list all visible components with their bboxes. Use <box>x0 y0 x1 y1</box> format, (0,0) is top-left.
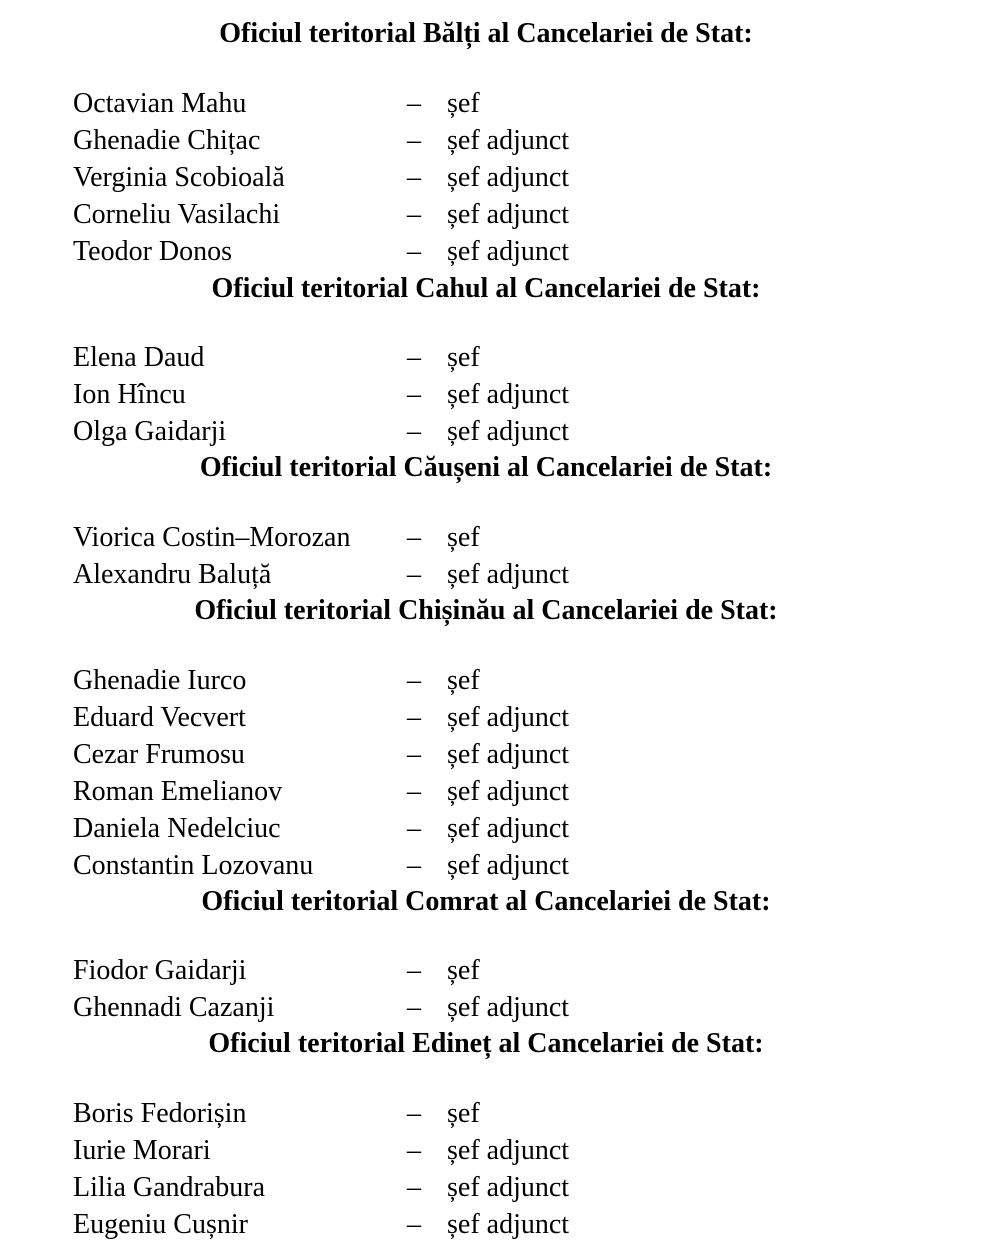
person-role: șef adjunct <box>447 236 570 267</box>
separator-dash: – <box>407 813 421 844</box>
list-item <box>0 775 1002 809</box>
person-name: Alexandru Baluță <box>73 559 272 590</box>
person-role: șef adjunct <box>447 125 570 156</box>
separator-dash: – <box>407 702 421 733</box>
list-item <box>0 991 1002 1025</box>
list-item <box>0 664 1002 698</box>
office-heading: Oficiul teritorial Chișinău al Cancelariei de Stat: <box>194 595 778 626</box>
person-role: șef adjunct <box>447 702 570 733</box>
person-name: Corneliu Vasilachi <box>73 199 281 230</box>
separator-dash: – <box>407 1098 421 1129</box>
person-name: Ghenadie Iurco <box>73 665 247 696</box>
separator-dash: – <box>407 1209 421 1240</box>
separator-dash: – <box>407 236 421 267</box>
person-name: Verginia Scobioală <box>73 162 285 193</box>
person-name: Ghenadie Chițac <box>73 125 261 156</box>
person-name: Eduard Vecvert <box>73 702 246 733</box>
person-name: Cezar Frumosu <box>73 739 245 770</box>
office-heading: Oficiul teritorial Bălți al Cancelariei de Stat: <box>219 18 753 49</box>
person-role: șef adjunct <box>447 162 570 193</box>
separator-dash: – <box>407 162 421 193</box>
person-name: Elena Daud <box>73 342 205 373</box>
office-heading: Oficiul teritorial Comrat al Cancelariei de Stat: <box>201 886 771 917</box>
separator-dash: – <box>407 342 421 373</box>
person-role: șef <box>447 522 480 553</box>
separator-dash: – <box>407 379 421 410</box>
list-item <box>0 812 1002 846</box>
separator-dash: – <box>407 416 421 447</box>
person-role: șef adjunct <box>447 416 570 447</box>
list-item <box>0 341 1002 375</box>
person-name: Eugeniu Cușnir <box>73 1209 248 1240</box>
separator-dash: – <box>407 559 421 590</box>
separator-dash: – <box>407 665 421 696</box>
person-role: șef adjunct <box>447 1135 570 1166</box>
separator-dash: – <box>407 739 421 770</box>
person-name: Roman Emelianov <box>73 776 283 807</box>
list-item <box>0 849 1002 883</box>
person-role: șef adjunct <box>447 199 570 230</box>
separator-dash: – <box>407 776 421 807</box>
person-role: șef adjunct <box>447 739 570 770</box>
person-role: șef <box>447 342 480 373</box>
person-role: șef adjunct <box>447 1209 570 1240</box>
list-item <box>0 558 1002 592</box>
person-role: șef adjunct <box>447 850 570 881</box>
list-item <box>0 701 1002 735</box>
person-role: șef adjunct <box>447 813 570 844</box>
list-item <box>0 954 1002 988</box>
list-item <box>0 161 1002 195</box>
person-role: șef adjunct <box>447 992 570 1023</box>
separator-dash: – <box>407 125 421 156</box>
person-name: Olga Gaidarji <box>73 416 227 447</box>
list-item <box>0 87 1002 121</box>
person-name: Boris Fedorișin <box>73 1098 247 1129</box>
separator-dash: – <box>407 850 421 881</box>
person-name: Ghennadi Cazanji <box>73 992 275 1023</box>
list-item <box>0 521 1002 555</box>
list-item <box>0 198 1002 232</box>
person-role: șef adjunct <box>447 1172 570 1203</box>
person-role: șef adjunct <box>447 559 570 590</box>
separator-dash: – <box>407 992 421 1023</box>
list-item <box>0 415 1002 449</box>
person-role: șef adjunct <box>447 776 570 807</box>
separator-dash: – <box>407 88 421 119</box>
separator-dash: – <box>407 522 421 553</box>
separator-dash: – <box>407 1172 421 1203</box>
person-name: Lilia Gandrabura <box>73 1172 266 1203</box>
office-heading: Oficiul teritorial Căușeni al Cancelariei de Stat: <box>199 452 773 483</box>
separator-dash: – <box>407 955 421 986</box>
person-role: șef <box>447 1098 480 1129</box>
person-name: Iurie Morari <box>73 1135 211 1166</box>
office-heading: Oficiul teritorial Cahul al Cancelariei de Stat: <box>211 273 761 304</box>
list-item <box>0 1134 1002 1168</box>
person-name: Ion Hîncu <box>73 379 186 410</box>
list-item <box>0 738 1002 772</box>
person-name: Daniela Nedelciuc <box>73 813 281 844</box>
separator-dash: – <box>407 199 421 230</box>
person-name: Octavian Mahu <box>73 88 247 119</box>
person-name: Constantin Lozovanu <box>73 850 314 881</box>
list-item <box>0 1171 1002 1205</box>
list-item <box>0 235 1002 269</box>
person-name: Teodor Donos <box>73 236 233 267</box>
list-item <box>0 378 1002 412</box>
person-role: șef <box>447 665 480 696</box>
person-role: șef <box>447 88 480 119</box>
list-item <box>0 1208 1002 1242</box>
office-heading: Oficiul teritorial Edineț al Cancelariei de Stat: <box>208 1028 764 1059</box>
person-role: șef adjunct <box>447 379 570 410</box>
person-name: Viorica Costin–Morozan <box>73 522 351 553</box>
list-item <box>0 124 1002 158</box>
separator-dash: – <box>407 1135 421 1166</box>
list-item <box>0 1097 1002 1131</box>
person-name: Fiodor Gaidarji <box>73 955 247 986</box>
person-role: șef <box>447 955 480 986</box>
